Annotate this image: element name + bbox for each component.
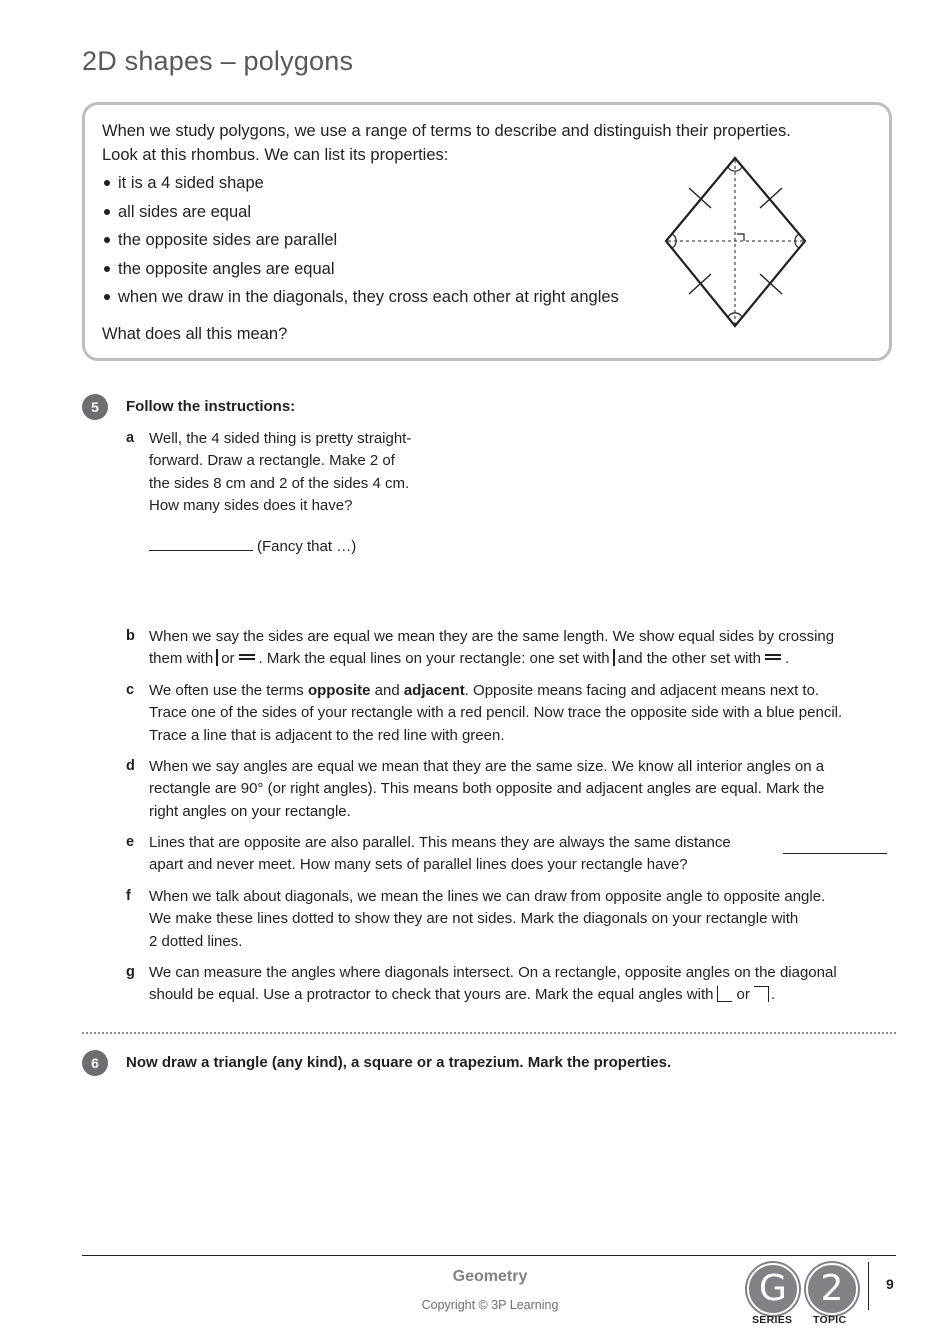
- bullet-dot-icon: [104, 209, 110, 215]
- page-title: 2D shapes – polygons: [82, 46, 354, 76]
- answer-blank[interactable]: [783, 853, 887, 854]
- intro-line-1: When we study polygons, we use a range of terms to describe and distinguish their properties.: [102, 122, 791, 140]
- topic-label: TOPIC: [813, 1314, 847, 1326]
- answer-blank[interactable]: [149, 536, 253, 551]
- question-5-heading: Follow the instructions:: [126, 398, 296, 415]
- intro-bullet: it is a 4 sided shape: [104, 173, 264, 193]
- question-number-5: 5: [82, 394, 108, 420]
- part-f-text: When we talk about diagonals, we mean the lines we can draw from opposite angle to opposite angle. We make these lines dotted to show they are not sides. Mark the diagonals on your rectangle with 2 dotted lines.: [149, 888, 826, 950]
- page-number: 9: [886, 1276, 894, 1292]
- bullet-dot-icon: [104, 237, 110, 243]
- part-a-text: Well, the 4 sided thing is pretty straight- forward. Draw a rectangle. Make 2 of the sides 8 cm and 2 of the sides 4 cm. How many sides does it have?: [149, 430, 412, 514]
- part-f-letter: f: [126, 888, 131, 904]
- rhombus-diagram: [660, 154, 812, 332]
- section-divider: [82, 1032, 896, 1034]
- part-b-text: When we say the sides are equal we mean they are the same length. We show equal sides by crossing them with or . Mark the equal lines on your rectangle: one set with and the other set with .: [149, 628, 835, 668]
- intro-question: What does all this mean?: [102, 325, 288, 343]
- footer-subject: Geometry: [452, 1268, 528, 1285]
- single-dash-mark-icon: [216, 649, 218, 666]
- question-6-heading: Now draw a triangle (any kind), a square or a trapezium. Mark the properties.: [126, 1054, 672, 1071]
- part-e-text: Lines that are opposite are also parallel. This means they are always the same distance apart and never meet. How many sets of parallel lines does your rectangle have?: [149, 834, 731, 874]
- part-d-letter: d: [126, 758, 135, 774]
- intro-bullet: the opposite angles are equal: [104, 259, 335, 279]
- part-b-letter: b: [126, 628, 135, 644]
- footer-copyright: Copyright © 3P Learning: [421, 1298, 559, 1312]
- intro-bullet: when we draw in the diagonals, they cross each other at right angles: [104, 287, 619, 307]
- footer-divider: [82, 1255, 896, 1256]
- part-e-letter: e: [126, 834, 135, 850]
- part-g-letter: g: [126, 964, 135, 980]
- intro-bullet: the opposite sides are parallel: [104, 230, 337, 250]
- footer-vertical-rule: [868, 1262, 869, 1310]
- bullet-dot-icon: [104, 266, 110, 272]
- part-a-answer: (Fancy that …): [149, 536, 899, 558]
- right-angle-mark-icon: [754, 986, 769, 1002]
- series-label: SERIES: [752, 1314, 793, 1326]
- right-angle-mark-icon: [717, 986, 732, 1002]
- bullet-dot-icon: [104, 180, 110, 186]
- topic-badge: 2: [806, 1263, 858, 1315]
- intro-bullet: all sides are equal: [104, 202, 251, 222]
- part-a-letter: a: [126, 430, 135, 446]
- part-c-text: We often use the terms opposite and adjacent. Opposite means facing and adjacent means next to. Trace one of the sides of your rectangle with a red pencil. Now trace the opposite side with a blue pencil. Trace a line that is adjacent to the red line with green.: [149, 682, 843, 744]
- part-d-text: When we say angles are equal we mean that they are the same size. We know all interior angles on a rectangle are 90° (or right angles). This means both opposite and adjacent angles are equal. Mark the right angles on your rectangle.: [149, 758, 825, 820]
- part-g-text: We can measure the angles where diagonals intersect. On a rectangle, opposite angles on the diagonal should be equal. Use a protractor to check that yours are. Mark the equal angles with or .: [149, 964, 837, 1004]
- question-number-6: 6: [82, 1050, 108, 1076]
- double-dash-mark-icon: [765, 654, 781, 660]
- part-c-letter: c: [126, 682, 135, 698]
- single-dash-mark-icon: [613, 649, 615, 666]
- bullet-dot-icon: [104, 294, 110, 300]
- double-dash-mark-icon: [239, 654, 255, 660]
- series-badge: G: [747, 1263, 799, 1315]
- intro-line-2: Look at this rhombus. We can list its properties:: [102, 146, 449, 164]
